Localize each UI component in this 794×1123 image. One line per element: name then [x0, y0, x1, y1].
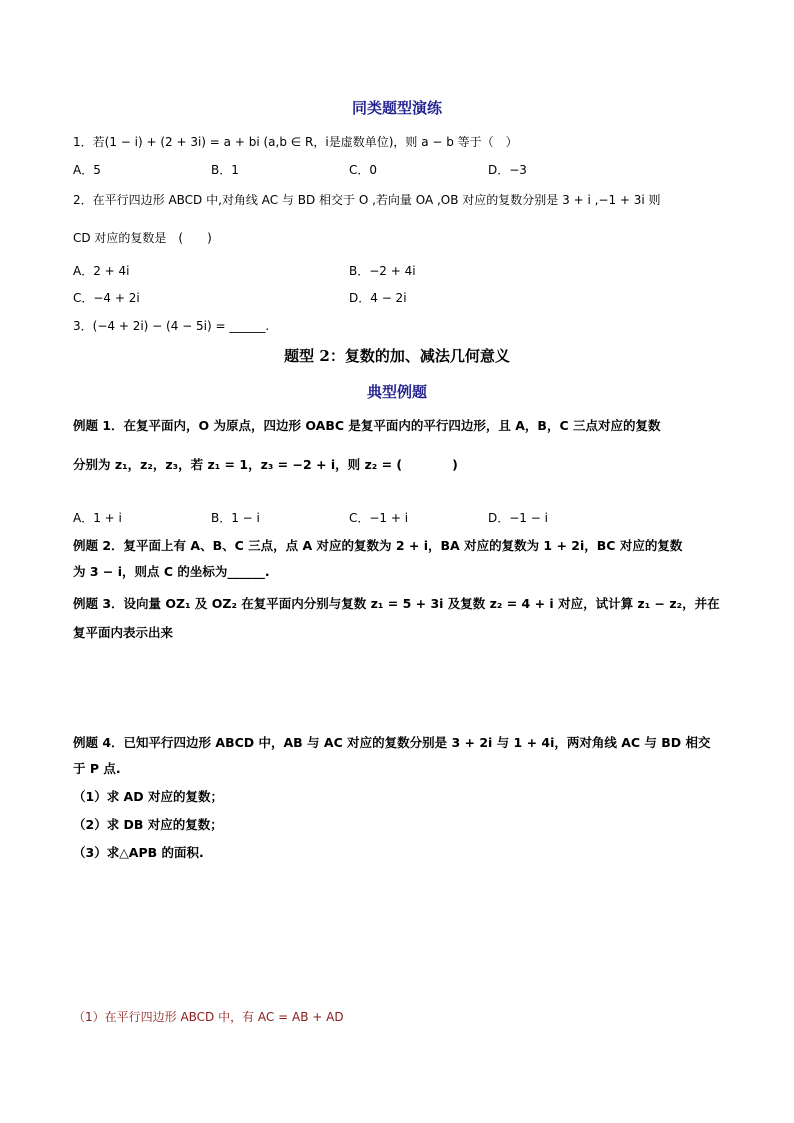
q1-option-a: A．5 [73, 163, 101, 177]
q1-option-b: B．1 [211, 163, 239, 177]
example1-option-d: D．−1 − i [488, 511, 548, 525]
example4-part1: （1）求 AD 对应的复数； [73, 789, 223, 804]
section-title-typical: 典型例题 [366, 383, 427, 401]
example4-line2: 于 P 点. [73, 761, 121, 776]
section-title-type2: 题型 2：复数的加、减法几何意义 [284, 347, 510, 365]
q2-option-a: A．2 + 4i [73, 264, 130, 278]
example1-line1: 例题 1．在复平面内，O 为原点，四边形 OABC 是复平面内的平行四边形，且 A，B，C 三点对应的复数 [73, 418, 661, 433]
q2-stem-line1: 2．在平行四边形 ABCD 中,对角线 AC 与 BD 相交于 O ,若向量 OA ,OB 对应的复数分别是 3 + i ,−1 + 3i 则 [73, 193, 661, 207]
example1-option-a: A．1 + i [73, 511, 122, 525]
example1-line2: 分别为 z₁，z₂，z₃，若 z₁ = 1，z₃ = −2 + i，则 z₂ = ( ) [73, 457, 458, 472]
example3-line2: 复平面内表示出来 [73, 625, 174, 640]
example4-line1: 例题 4．已知平行四边形 ABCD 中，AB 与 AC 对应的复数分别是 3 + 2i 与 1 + 4i，两对角线 AC 与 BD 相交 [73, 735, 711, 750]
example4-part3: （3）求△APB 的面积. [73, 845, 204, 860]
section-title-similar: 同类题型演练 [351, 99, 442, 117]
q3-stem: 3．(−4 + 2i) − (4 − 5i) = ______. [73, 319, 270, 333]
q1-option-d: D．−3 [488, 163, 527, 177]
q1-option-c: C．0 [349, 163, 378, 177]
example4-part2: （2）求 DB 对应的复数； [73, 817, 223, 832]
q2-option-d: D．4 − 2i [349, 291, 407, 305]
q2-option-b: B．−2 + 4i [349, 264, 416, 278]
example3-line1: 例题 3．设向量 OZ₁ 及 OZ₂ 在复平面内分别与复数 z₁ = 5 + 3i 及复数 z₂ = 4 + i 对应，试计算 z₁ − z₂，并在 [73, 596, 720, 611]
q1-stem: 1．若(1 − i) + (2 + 3i) = a + bi (a,b ∈ R，i是虚数单位)，则 a − b 等于（ ） [73, 135, 518, 149]
example2-line2: 为 3 − i，则点 C 的坐标为______. [73, 564, 270, 579]
answer-line: （1）在平行四边形 ABCD 中，有 AC = AB + AD [73, 1010, 344, 1024]
example1-option-c: C．−1 + i [349, 511, 409, 525]
example2-line1: 例题 2．复平面上有 A、B、C 三点，点 A 对应的复数为 2 + i，BA 对应的复数为 1 + 2i，BC 对应的复数 [73, 538, 683, 553]
q2-stem-line2: CD 对应的复数是 ( ) [73, 231, 212, 245]
example1-option-b: B．1 − i [211, 511, 260, 525]
q2-option-c: C．−4 + 2i [73, 291, 140, 305]
